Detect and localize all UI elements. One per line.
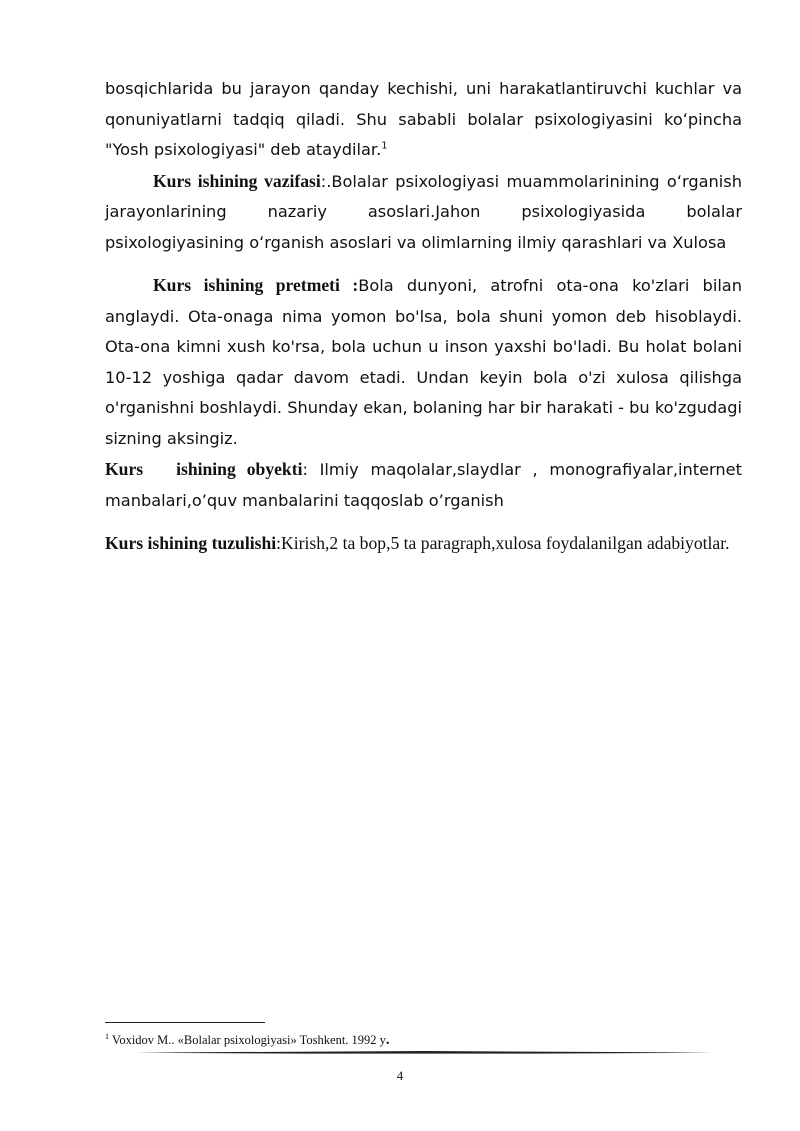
footer-divider — [134, 1051, 714, 1055]
subject-heading: Kurs ishining pretmeti : — [153, 275, 359, 295]
page-body — [105, 74, 742, 559]
page-number: 4 — [396, 1068, 404, 1083]
intro-paragraph — [105, 74, 742, 166]
structure-text: :Kirish,2 ta bop,5 ta paragraph,xulosa foydalanilgan adabiyotlar. — [276, 533, 730, 553]
object-text: : Ilmiy maqolalar,slaydlar , monografiyalar,internet manbalari,o’quv manbalarini taqqoslab o’rganish — [105, 460, 742, 510]
task-text: :.Bolalar psixologiyasi muammolarinining oʻrganish jarayonlarining nazariy asoslari.Jahon psixologiyasida bolalar psixologiyasining oʻrganish asoslari va olimlarning ilmiy qarashlari va Xulosa — [105, 171, 742, 252]
footnote-separator — [105, 1022, 265, 1023]
task-heading: Kurs ishining vazifasi — [153, 170, 321, 191]
structure-heading: Kurs ishining tuzulishi — [105, 533, 277, 553]
footnote-reference: 1 — [381, 140, 388, 152]
footnote — [105, 1033, 390, 1048]
footnote-end: . — [385, 1032, 390, 1048]
object-heading: Kurs ishining obyekti — [105, 459, 303, 479]
subject-paragraph — [105, 270, 742, 454]
object-paragraph — [105, 454, 742, 516]
subject-text: Bola dunyoni, atrofni ota-ona ko'zlari bilan anglaydi. Ota-onaga nima yomon bo'lsa, bola shuni yomon deb hisoblaydi. Ota-ona kimni xush ko'rsa, bola uchun u inson yaxshi bo'ladi. Bu holat bolani 10-12 yoshiga qadar davom etadi. Undan keyin bola o'zi xulosa qilishga o'rganishni boshlaydi. Shunday ekan, bolaning har bir harakati - bu ko'zgudagi sizning aksingiz. — [105, 276, 742, 448]
footnote-text: Voxidov M.. «Bolalar psixologiyasi» Toshkent. 1992 y — [109, 1033, 386, 1047]
intro-text: bosqichlarida bu jarayon qanday kechishi, uni harakatlantiruvchi kuchlar va qonuniyatlarni tadqiq qiladi. Shu sababli bolalar psixologiyasini koʻpincha "Yosh psixologiyasi" deb ataydilar. — [105, 79, 742, 159]
structure-paragraph — [105, 528, 742, 559]
task-paragraph — [105, 166, 742, 259]
footnote-number: 1 — [105, 1031, 109, 1041]
